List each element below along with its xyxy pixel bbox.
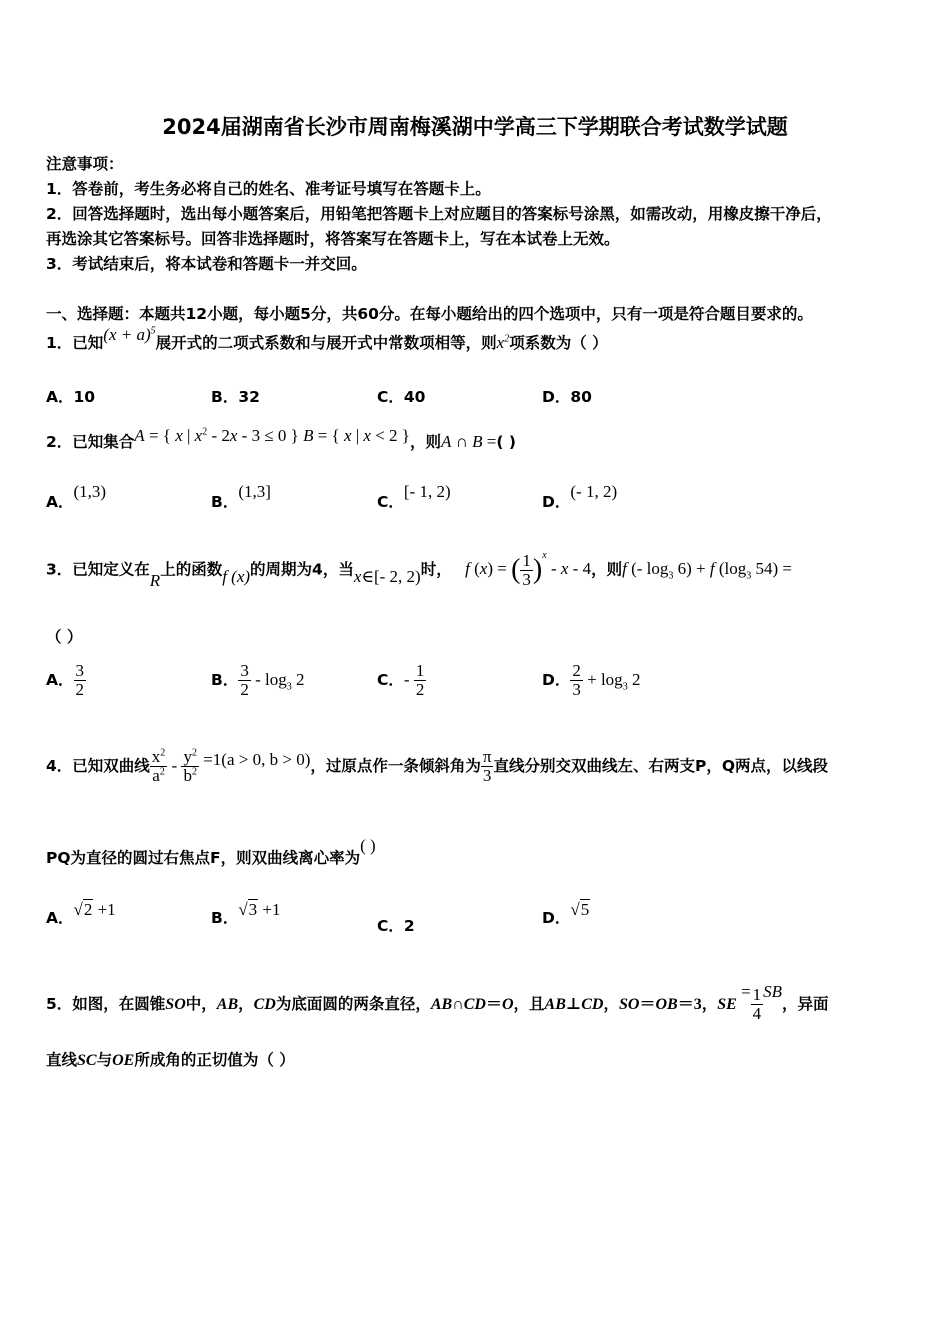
question-3: 3．已知定义在R上的函数f (x)的周期为4，当x∈[- 2, 2)时， f (x) = ( $\frac{1}{3}$ )$^x$ - x - 4，则f (- $\log_3 6) + f$ ($\log_3$ 54) = (46, 549, 793, 591)
question-1: 1．已知$(x + a)^5$展开式的二项式系数和与展开式中常数项相等，则$x^2$项系数为（ ） (46, 325, 608, 352)
q2-option-a: A．(1,3) (46, 482, 107, 511)
notice-heading: 注意事项： (46, 155, 124, 173)
question-2: 2．已知集合A = { x | $x^2 - 2x - 3 \le 0$ } B = { x | x < 2 }，则A ∩ B =( ) (46, 426, 516, 451)
q3-option-c: C．- $\frac{1}{2}$ (377, 661, 425, 699)
q2-set-definitions: A = { x | $x^2 - 2x - 3 \le 0$ } B = { x | x < 2 } (134, 426, 410, 445)
notice-item-3: 3．考试结束后，将本试卷和答题卡一并交回。 (46, 255, 367, 273)
q1-x-squared: $x^2$ (496, 333, 510, 352)
q3-option-b: B． $\frac{3}{2}$ - $\log_3 2$ (211, 661, 305, 699)
q1-option-b: B．32 (211, 388, 260, 406)
q1-option-d: D．80 (542, 388, 592, 406)
q2-option-d: D．(- 1, 2) (542, 482, 618, 511)
q2-option-b: B．(1,3] (211, 482, 271, 511)
page-title: 2024届湖南省长沙市周南梅溪湖中学高三下学期联合考试数学试题 (162, 115, 788, 139)
q4-option-c: C．2 (377, 917, 415, 935)
q1-expression: $(x + a)^5$ (103, 325, 156, 344)
question-5: 5．如图，在圆锥SO中，AB，CD为底面圆的两条直径，AB∩CD＝O，且AB⊥CD，SO＝OB＝3，SE = $\frac{1}{4}$ SB，异面 (46, 981, 829, 1023)
q3-function-definition: f (x) = ( $\frac{1}{3}$ )$^x$ - x - 4 (465, 549, 592, 589)
q3-expression: f (- $\log_3 6) + f$ ($\log_3$ 54) = (622, 559, 793, 582)
question-4: 4．已知双曲线 $\frac{x^2}{a^2}$ - $\frac{y^2}{b^2}$ =1(a > 0, b > 0)，过原点作一条倾斜角为 $\frac{\pi}{3}$ 直线分别交双曲线左、右两支P，Q两点，以线段 (46, 747, 829, 785)
notice-item-2-cont: 再选涂其它答案标号。回答非选择题时，将答案写在答题卡上，写在本试卷上无效。 (46, 230, 620, 248)
notice-item-1: 1．答卷前，考生务必将自己的姓名、准考证号填写在答题卡上。 (46, 180, 491, 198)
notice-item-2: 2．回答选择题时，选出每小题答案后，用铅笔把答题卡上对应题目的答案标号涂黑，如需改动，用橡皮擦干净后， (46, 205, 832, 223)
q3-option-a: A． $\frac{3}{2}$ (46, 661, 84, 699)
q5-line-2: 直线SC与OE所成角的正切值为（ ） (46, 1051, 295, 1069)
q4-option-a: A．√2 +1 (46, 900, 116, 927)
q4-option-b: B．√3 +1 (211, 900, 281, 927)
q4-option-d: D．√5 (542, 900, 590, 927)
q3-option-d: D． $\frac{2}{3}$ + $\log_3 2$ (542, 661, 641, 699)
q1-option-c: C．40 (377, 388, 426, 406)
q2-option-c: C．[- 1, 2) (377, 482, 451, 511)
q1-option-a: A．10 (46, 388, 96, 406)
q3-paren: （ ） (46, 628, 83, 646)
q2-intersection: A ∩ B = (440, 432, 497, 451)
q4-line-2: PQ为直径的圆过右焦点F，则双曲线离心率为( ) (46, 836, 376, 867)
section-heading: 一、选择题：本题共12小题，每小题5分，共60分。在每小题给出的四个选项中，只有一项是符合题目要求的。 (46, 305, 813, 323)
